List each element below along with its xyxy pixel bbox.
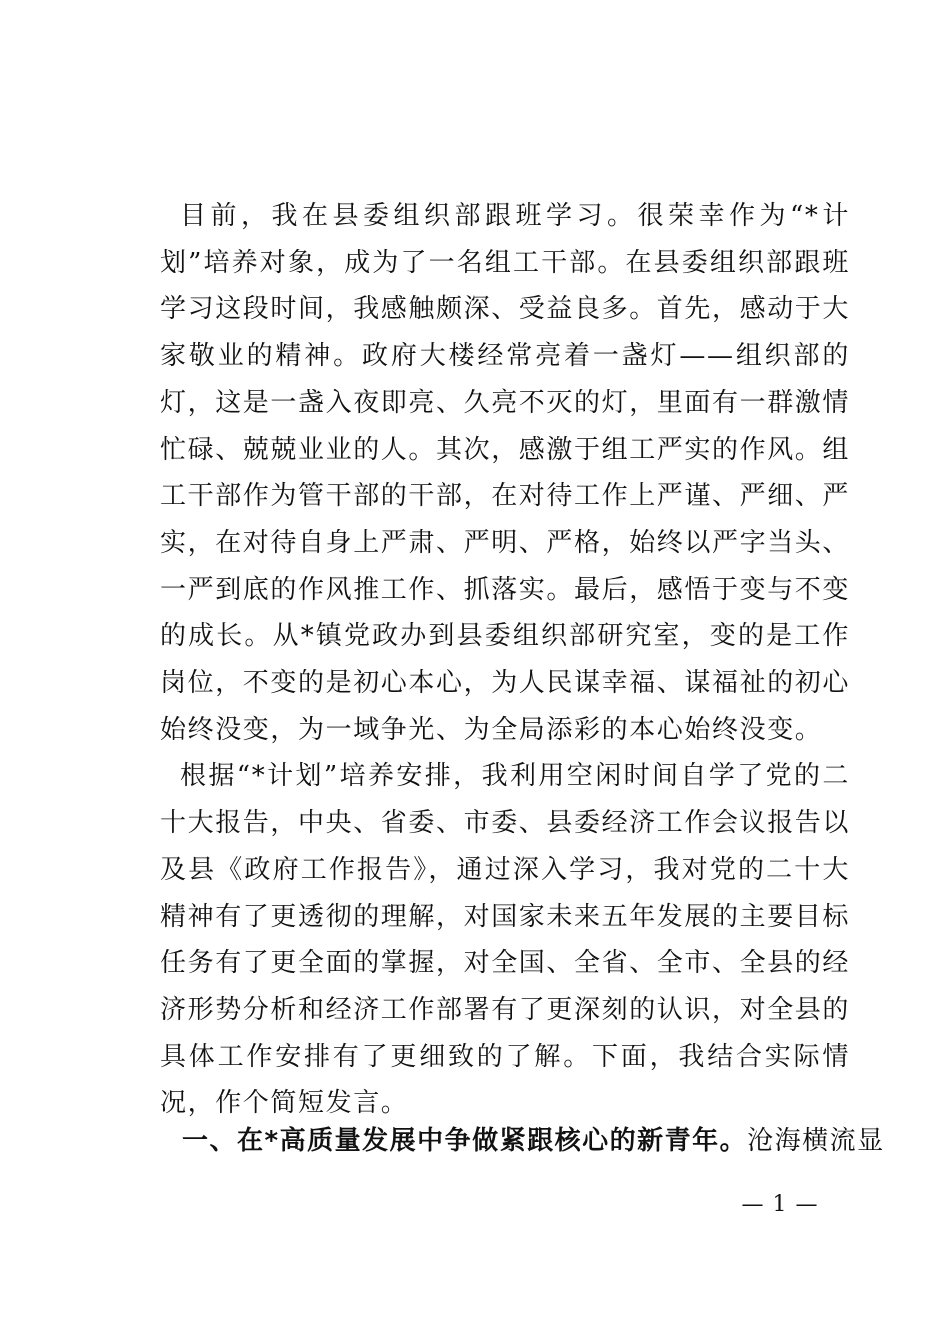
section-heading-continuation: 沧海横流显 <box>747 1126 885 1156</box>
body-text <box>160 193 850 1127</box>
section-heading <box>182 1118 885 1164</box>
paragraph-intro: 目前，我在县委组织部跟班学习。很荣幸作为“*计划”培养对象，成为了一名组工干部。在县委组织部跟班学习这段时间，我感触颇深、受益良多。首先，感动于大家敬业的精神。政府大楼经常亮着一盏灯——组织部的灯，这是一盏入夜即亮、久亮不灭的灯，里面有一群激情忙碌、兢兢业业的人。其次，感激于组工严实的作风。组工干部作为管干部的干部，在对待工作上严谨、严细、严实，在对待自身上严肃、严明、严格，始终以严字当头、一严到底的作风推工作、抓落实。最后，感悟于变与不变的成长。从*镇党政办到县委组织部研究室，变的是工作岗位，不变的是初心本心，为人民谋幸福、谋福祉的初心始终没变，为一域争光、为全局添彩的本心始终没变。 <box>160 201 851 745</box>
section-heading-title: 一、在*高质量发展中争做紧跟核心的新青年。 <box>182 1126 748 1156</box>
paragraph-study: 根据“*计划”培养安排，我利用空闲时间自学了党的二十大报告，中央、省委、市委、县委经济工作会议报告以及县《政府工作报告》，通过深入学习，我对党的二十大精神有了更透彻的理解，对国家未来五年发展的主要目标任务有了更全面的掌握，对全国、全省、全市、全县的经济形势分析和经济工作部署有了更深刻的认识，对全县的具体工作安排有了更细致的了解。下面，我结合实际情况，作个简短发言。 <box>160 761 851 1119</box>
page-number: — 1 — <box>741 1192 819 1217</box>
